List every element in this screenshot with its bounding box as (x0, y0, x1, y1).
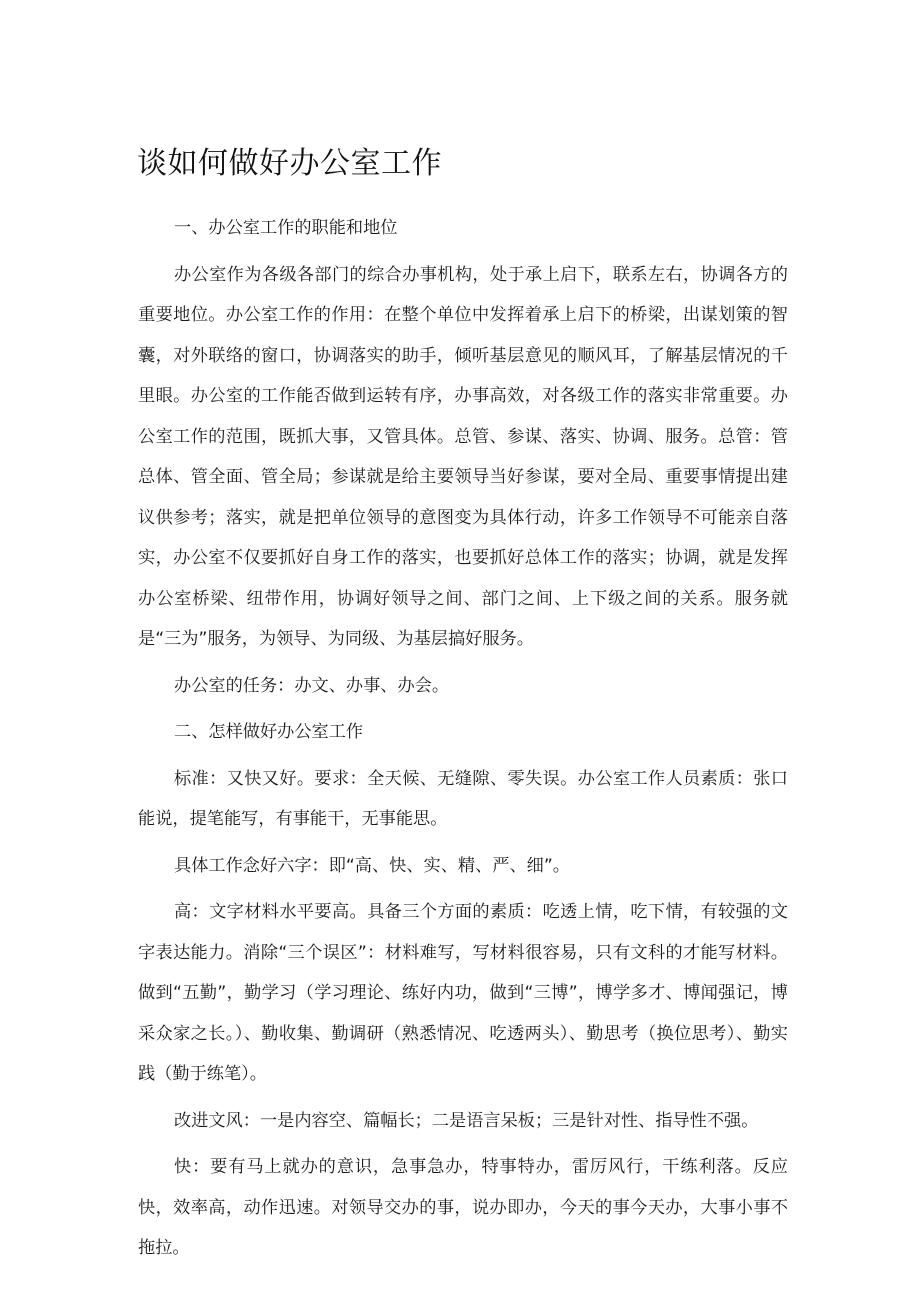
section-heading: 二、怎样做好办公室工作 (174, 722, 364, 742)
body-paragraph: 快：要有马上就办的意识，急事急办，特事特办，雷厉风行，干练利落。反应快，效率高，动作迅速。对领导交办的事，说办即办，今天的事今天办，大事小事不拖拉。 (138, 1157, 788, 1258)
section-heading: 一、办公室工作的职能和地位 (174, 218, 398, 238)
document-body (138, 208, 788, 1275)
body-paragraph: 办公室的任务：办文、办事、办会。 (174, 675, 450, 696)
body-paragraph: 具体工作念好六字：即“高、快、实、精、严、细”。 (174, 855, 570, 876)
body-paragraph: 改进文风：一是内容空、篇幅长；二是语言呆板；三是针对性、指导性不强。 (174, 1110, 759, 1131)
body-paragraph: 高：文字材料水平要高。具备三个方面的素质：吃透上情，吃下情，有较强的文字表达能力。消除“三个误区”：材料难写，写材料很容易，只有文科的才能写材料。做到“五勤”，勤学习（学习理论、练好内功，做到“三博”，博学多才、博闻强记，博采众家之长。）、勤收集、勤调研（熟悉情况、吃透两头）、勤思考（换位思考）、勤实践（勤于练笔）。 (138, 902, 788, 1084)
body-paragraph: 标准：又快又好。要求：全天候、无缝隙、零失误。办公室工作人员素质：张口能说，提笔能写，有事能干，无事能思。 (138, 768, 788, 829)
document-title: 谈如何做好办公室工作 (137, 146, 442, 181)
body-paragraph: 办公室作为各级各部门的综合办事机构，处于承上启下，联系左右，协调各方的重要地位。办公室工作的作用：在整个单位中发挥着承上启下的桥梁，出谋划策的智囊，对外联络的窗口，协调落实的助手，倾听基层意见的顺风耳，了解基层情况的千里眼。办公室的工作能否做到运转有序，办事高效，对各级工作的落实非常重要。办公室工作的范围，既抓大事，又管具体。总管、参谋、落实、协调、服务。总管：管总体、管全面、管全局；参谋就是给主要领导当好参谋，要对全局、重要事情提出建议供参考；落实，就是把单位领导的意图变为具体行动，许多工作领导不可能亲自落实，办公室不仅要抓好自身工作的落实，也要抓好总体工作的落实；协调，就是发挥办公室桥梁、纽带作用，协调好领导之间、部门之间、上下级之间的关系。服务就是“三为”服务，为领导、为同级、为基层搞好服务。 (138, 264, 788, 649)
